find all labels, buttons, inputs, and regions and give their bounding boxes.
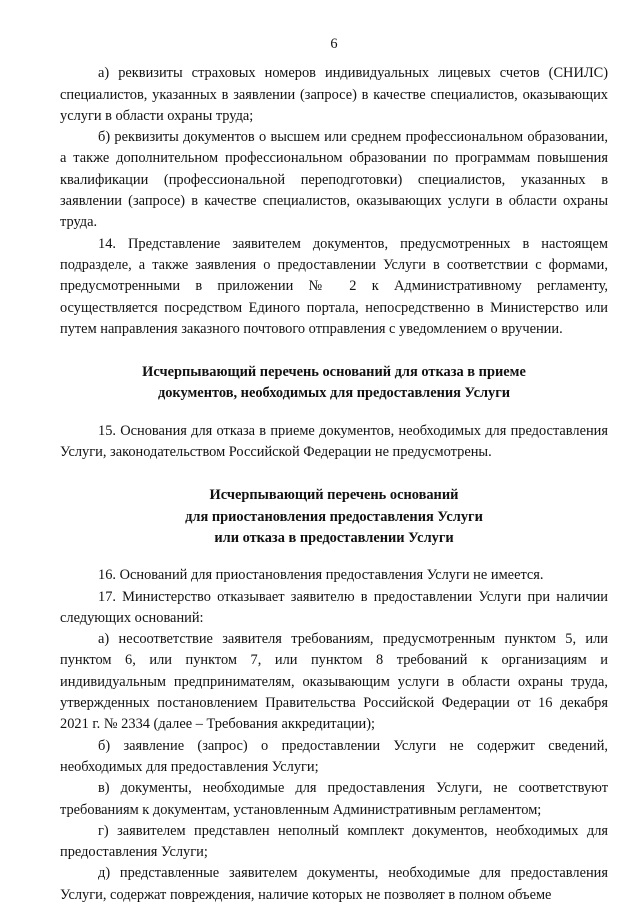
paragraph-15: 15. Основания для отказа в приеме документов, необходимых для предоставления Услуги, законодательством Российской Федерации не предусмотрены.	[60, 422, 608, 461]
paragraph-17: 17. Министерство отказывает заявителю в предоставлении Услуги при наличии следующих оснований:	[60, 588, 608, 626]
paragraph-13a: а) реквизиты страховых номеров индивидуальных лицевых счетов (СНИЛС) специалистов, указанных в заявлении (запросе) в качестве специалистов, оказывающих услуги в области охраны труда;	[60, 65, 608, 124]
heading-line: документов, необходимых для предоставления Услуги	[157, 385, 511, 402]
paragraph-17g: г) заявителем представлен неполный комплект документов, необходимых для предоставления Услуги;	[60, 822, 608, 861]
heading-line: или отказа в предоставлении Услуги	[214, 529, 454, 546]
paragraph-17d: д) представленные заявителем документы, необходимые для предоставления Услуги, содержат повреждения, наличие которых не позволяет в полном объеме	[60, 865, 608, 903]
page-number: 6	[330, 36, 338, 52]
paragraph-17a: а) несоответствие заявителя требованиям, предусмотренным пунктом 5, или пунктом 6, или пунктом 7, или пунктом 8 требований к организациям и индивидуальным предпринимателям, оказывающим услуги в области охраны труда, утвержденных постановлением Правительства Российской Федерации от 16 декабря 2021 г. № 2334 (далее – Требования аккредитации);	[60, 631, 608, 733]
paragraph-17b: б) заявление (запрос) о предоставлении Услуги не содержит сведений, необходимых для предоставления Услуги;	[60, 737, 608, 775]
section-heading-refusal-acceptance	[60, 362, 608, 405]
heading-line: для приостановления предоставления Услуги	[185, 508, 483, 525]
paragraph-17v: в) документы, необходимые для предоставления Услуги, не соответствуют требованиям к документам, установленным Административным регламентом;	[60, 780, 608, 818]
paragraph-14: 14. Представление заявителем документов, предусмотренных в настоящем подразделе, а также заявления о предоставлении Услуги в соответствии с формами, предусмотренными в приложении № 2 к Административному регламенту, осуществляется посредством Единого портала, непосредственно в Министерство или путем направления заказного почтового отправления с уведомлением о вручении.	[60, 235, 608, 337]
paragraph-13b: б) реквизиты документов о высшем или среднем профессиональном образовании, а также дополнительном профессиональном образовании по программам повышения квалификации (профессиональной переподготовки) специалистов, указанных в заявлении (запросе) в качестве специалистов, оказывающих услуги в области охраны труда.	[60, 129, 608, 231]
heading-line: Исчерпывающий перечень оснований	[209, 487, 459, 504]
section-heading-suspension-refusal	[60, 485, 608, 549]
heading-line: Исчерпывающий перечень оснований для отказа в приеме	[142, 364, 526, 381]
paragraph-16: 16. Оснований для приостановления предоставления Услуги не имеется.	[98, 567, 544, 584]
